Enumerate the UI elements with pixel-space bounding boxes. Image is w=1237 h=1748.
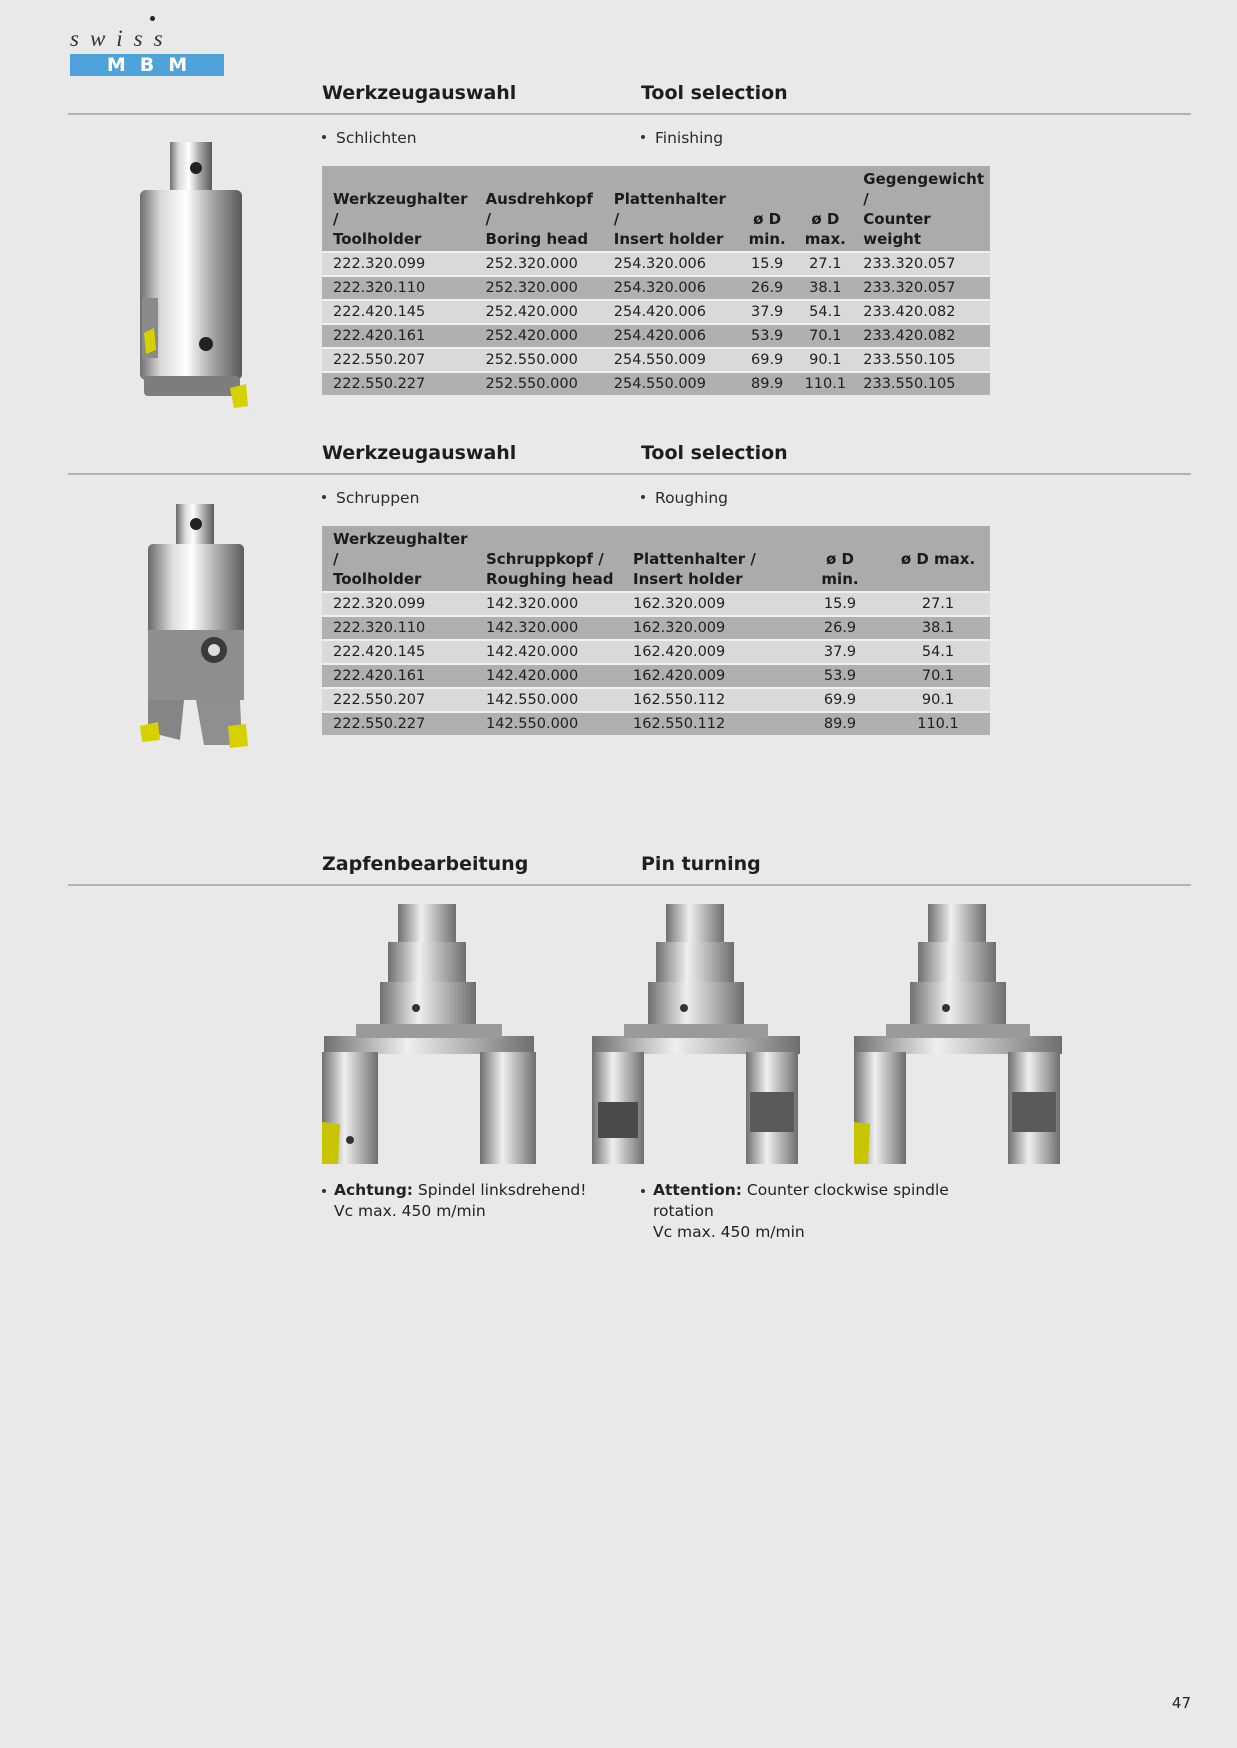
table-cell: 252.420.000 [475, 301, 603, 325]
table-row [322, 253, 990, 277]
table-cell: 27.1 [881, 593, 990, 617]
table-cell: 69.9 [736, 349, 793, 373]
table-cell: 254.320.006 [603, 253, 736, 277]
table-cell: 233.550.105 [852, 373, 990, 395]
finishing-tool-image [130, 138, 260, 413]
table-cell: 15.9 [736, 253, 793, 277]
table-cell: 54.1 [793, 301, 852, 325]
table-cell: 222.420.161 [322, 325, 475, 349]
table-cell: 222.420.161 [322, 665, 475, 689]
table-cell: 233.320.057 [852, 277, 990, 301]
table-cell: 252.420.000 [475, 325, 603, 349]
table-cell: 162.320.009 [622, 593, 794, 617]
finishing-table-header: Werkzeughalter / Toolholder Ausdrehkopf / Boring head Plattenhalter / Insert holder ø D min. ø D max. Gegengewicht / Counter weight [322, 166, 990, 253]
table-cell: 70.1 [881, 665, 990, 689]
pin-rule [68, 884, 1191, 886]
table-cell: 252.550.000 [475, 349, 603, 373]
table-cell: 37.9 [794, 641, 881, 665]
table-cell: 222.420.145 [322, 641, 475, 665]
table-cell: 53.9 [794, 665, 881, 689]
section2-sub-de: Schruppen [322, 489, 419, 507]
table-cell: 222.320.099 [322, 593, 475, 617]
page-number: 47 [1171, 1694, 1191, 1712]
table-cell: 89.9 [794, 713, 881, 735]
table-cell: 142.420.000 [475, 641, 622, 665]
table-cell: 222.550.227 [322, 373, 475, 395]
table-cell: 54.1 [881, 641, 990, 665]
table-cell: 69.9 [794, 689, 881, 713]
table-cell: 142.550.000 [475, 689, 622, 713]
pin-note-en: Attention: Counter clockwise spindle rotation Vc max. 450 m/min [641, 1180, 953, 1243]
pin-tool-image-3 [852, 902, 1064, 1168]
table-row [322, 277, 990, 301]
table-row [322, 325, 990, 349]
table-row [322, 373, 990, 395]
logo-band: MBM [70, 54, 224, 76]
section2-rule [68, 473, 1191, 475]
table-cell: 222.320.099 [322, 253, 475, 277]
table-cell: 222.320.110 [322, 617, 475, 641]
table-cell: 233.420.082 [852, 325, 990, 349]
finishing-table [322, 166, 990, 395]
table-cell: 254.320.006 [603, 277, 736, 301]
pin-title-en: Pin turning [641, 853, 761, 875]
finishing-table-body [322, 253, 990, 395]
table-cell: 252.550.000 [475, 373, 603, 395]
table-cell: 252.320.000 [475, 253, 603, 277]
table-cell: 222.550.207 [322, 689, 475, 713]
table-cell: 142.420.000 [475, 665, 622, 689]
section1-title-en: Tool selection [641, 82, 788, 104]
table-cell: 142.320.000 [475, 617, 622, 641]
table-cell: 38.1 [793, 277, 852, 301]
pin-note-de: Achtung: Spindel linksdrehend! Vc max. 450 m/min [322, 1180, 614, 1222]
roughing-table-body [322, 593, 990, 735]
section2-title-de: Werkzeugauswahl [322, 442, 517, 464]
swiss-mbm-logo [70, 14, 225, 78]
table-row [322, 689, 990, 713]
pin-title-de: Zapfenbearbeitung [322, 853, 529, 875]
table-cell: 142.550.000 [475, 713, 622, 735]
table-cell: 254.420.006 [603, 301, 736, 325]
table-cell: 222.320.110 [322, 277, 475, 301]
table-cell: 37.9 [736, 301, 793, 325]
table-cell: 254.550.009 [603, 349, 736, 373]
table-cell: 222.550.227 [322, 713, 475, 735]
table-cell: 110.1 [881, 713, 990, 735]
table-cell: 222.550.207 [322, 349, 475, 373]
table-cell: 162.420.009 [622, 641, 794, 665]
table-row [322, 665, 990, 689]
section1-sub-de: Schlichten [322, 129, 417, 147]
logo-word: swiss [70, 26, 174, 51]
table-cell: 90.1 [793, 349, 852, 373]
table-cell: 252.320.000 [475, 277, 603, 301]
table-cell: 162.320.009 [622, 617, 794, 641]
table-cell: 27.1 [793, 253, 852, 277]
table-row [322, 349, 990, 373]
table-cell: 233.550.105 [852, 349, 990, 373]
table-row [322, 301, 990, 325]
table-row [322, 617, 990, 641]
section1-title-de: Werkzeugauswahl [322, 82, 517, 104]
section1-sub-en: Finishing [641, 129, 723, 147]
pin-tool-image-1 [320, 902, 538, 1168]
table-cell: 142.320.000 [475, 593, 622, 617]
table-cell: 70.1 [793, 325, 852, 349]
section1-rule [68, 113, 1191, 115]
table-cell: 90.1 [881, 689, 990, 713]
table-cell: 15.9 [794, 593, 881, 617]
table-cell: 89.9 [736, 373, 793, 395]
table-cell: 26.9 [736, 277, 793, 301]
section2-title-en: Tool selection [641, 442, 788, 464]
table-cell: 162.550.112 [622, 689, 794, 713]
table-cell: 162.550.112 [622, 713, 794, 735]
roughing-table [322, 526, 990, 735]
table-cell: 53.9 [736, 325, 793, 349]
table-row [322, 641, 990, 665]
table-cell: 233.420.082 [852, 301, 990, 325]
table-cell: 233.320.057 [852, 253, 990, 277]
pin-tool-image-2 [590, 902, 802, 1168]
table-row [322, 593, 990, 617]
table-cell: 222.420.145 [322, 301, 475, 325]
table-cell: 254.550.009 [603, 373, 736, 395]
table-cell: 162.420.009 [622, 665, 794, 689]
roughing-tool-image [134, 500, 258, 752]
table-row [322, 713, 990, 735]
table-cell: 254.420.006 [603, 325, 736, 349]
table-cell: 110.1 [793, 373, 852, 395]
table-cell: 26.9 [794, 617, 881, 641]
roughing-table-header: Werkzeughalter / Toolholder Schruppkopf / Roughing head Plattenhalter / Insert holder ø D min. ø D max. [322, 526, 990, 593]
table-cell: 38.1 [881, 617, 990, 641]
section2-sub-en: Roughing [641, 489, 728, 507]
